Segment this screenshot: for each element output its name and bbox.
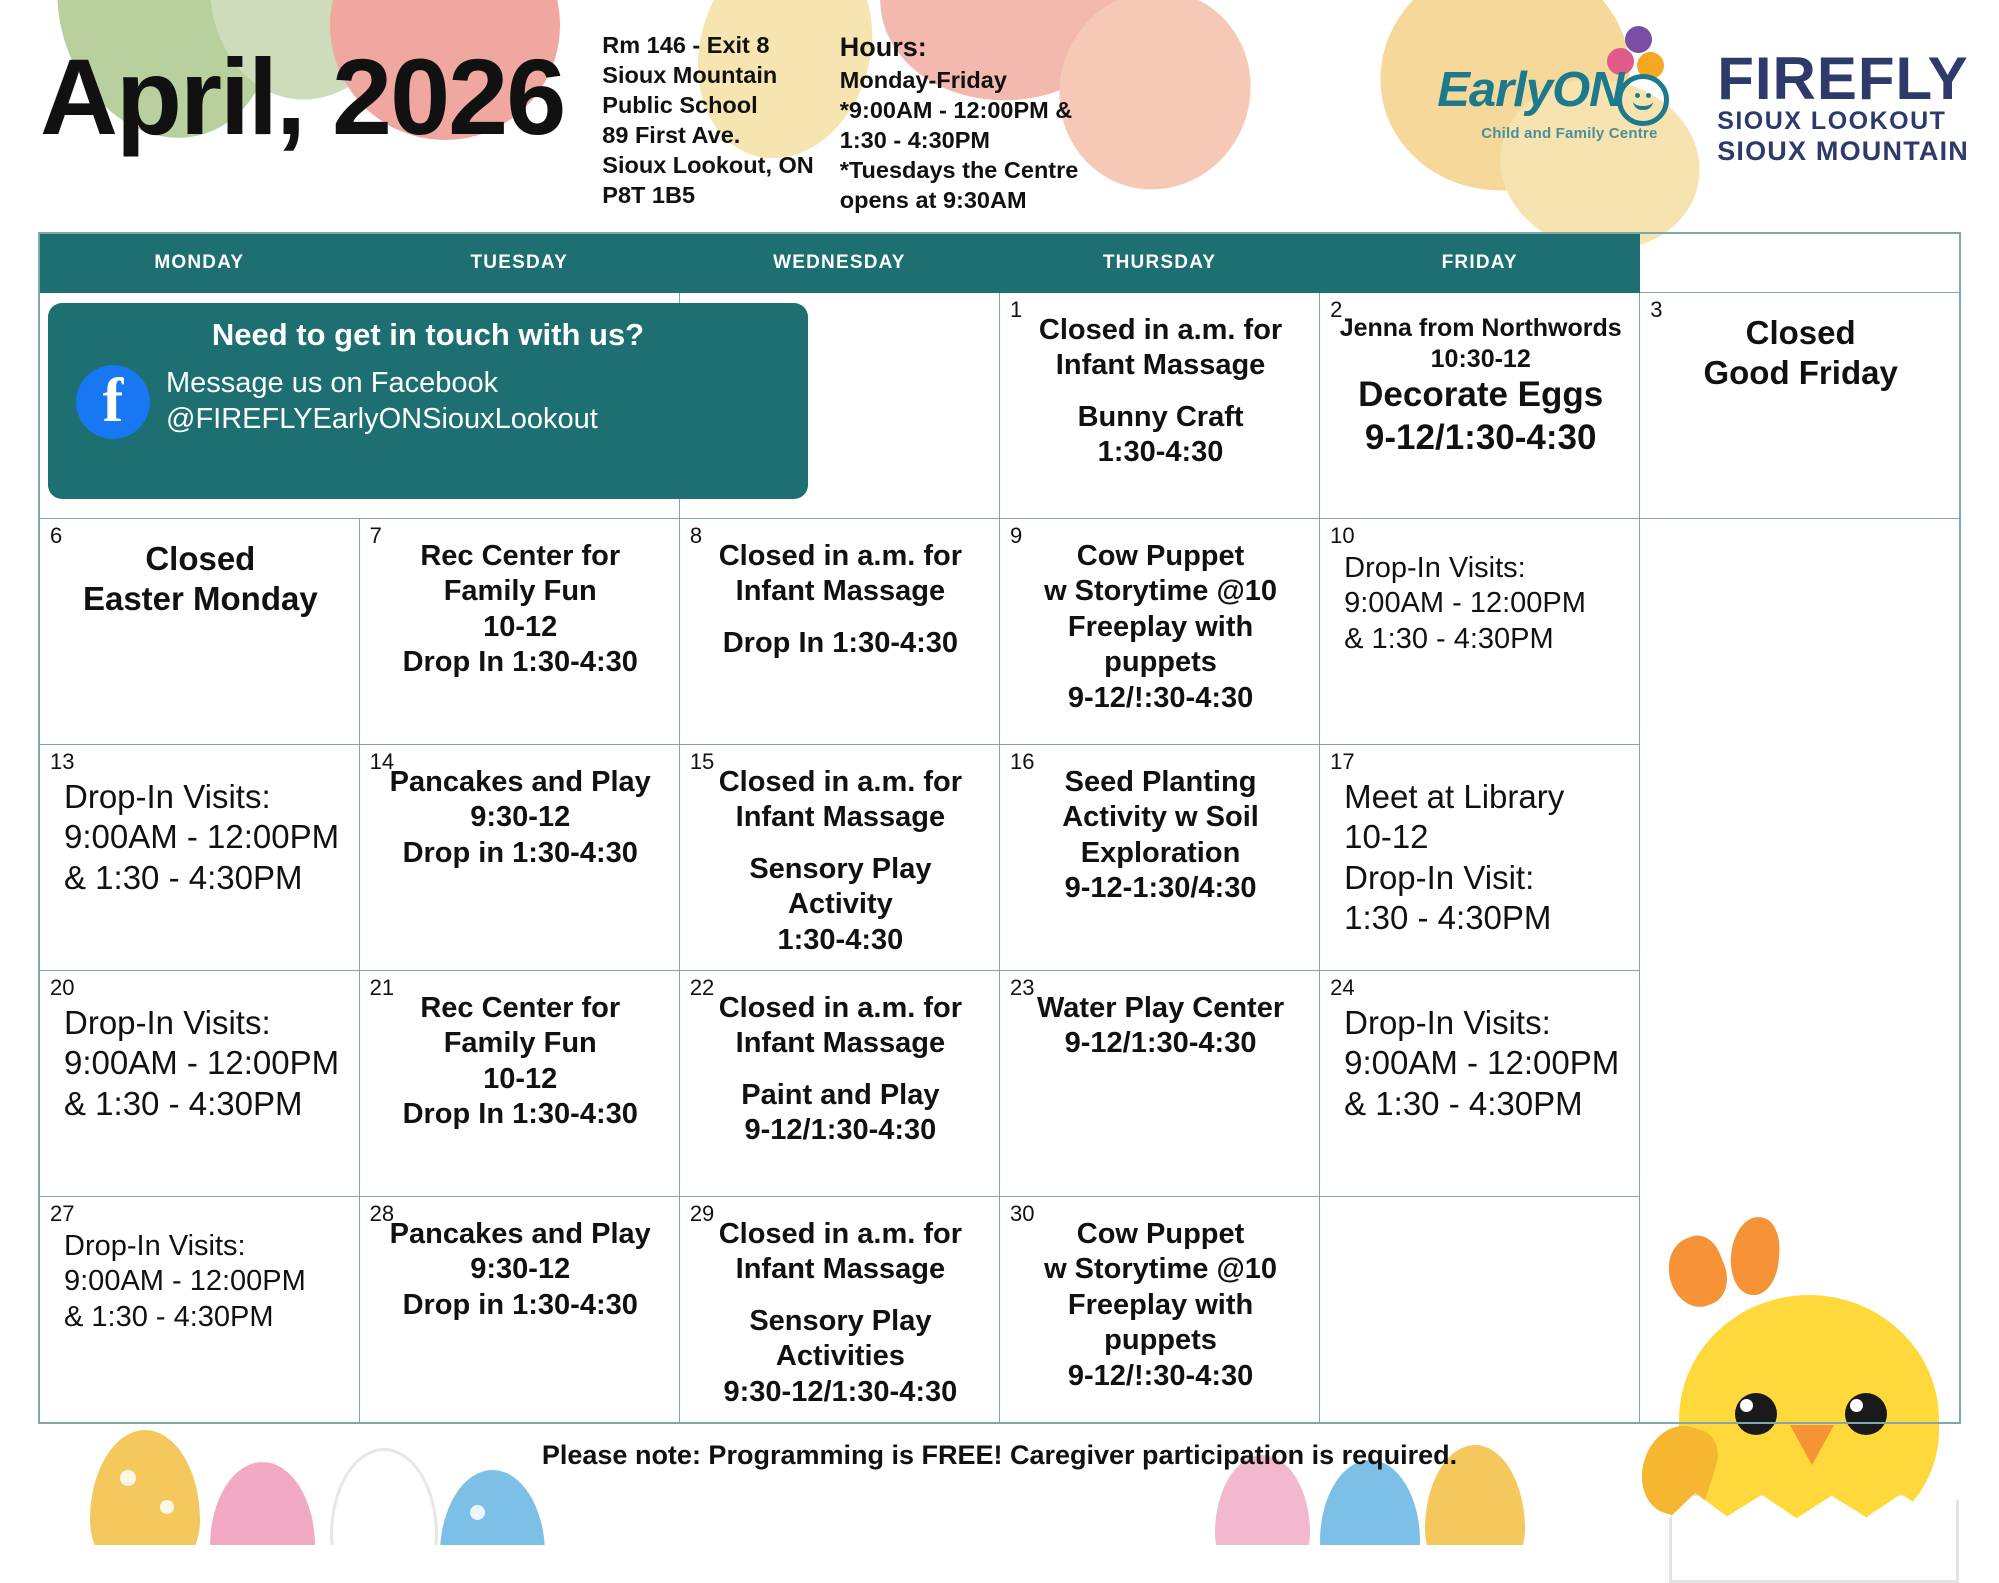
page-title: April, 2026 <box>40 36 565 157</box>
line-spacer <box>694 610 987 626</box>
event-line-emphasis: Decorate Eggs <box>1358 375 1604 414</box>
event-line: 1:30-4:30 <box>1097 436 1224 469</box>
event-line: Infant Massage <box>1055 349 1266 382</box>
calendar-day-cell <box>999 971 1319 1197</box>
day-number: 20 <box>50 975 75 1000</box>
day-number: 1 <box>1009 297 1023 322</box>
address-line: P8T 1B5 <box>602 182 696 209</box>
day-content <box>690 539 991 661</box>
event-line: Drop In 1:30-4:30 <box>402 1098 638 1131</box>
calendar-week-row <box>39 1197 1960 1423</box>
calendar-day-cell <box>679 971 999 1197</box>
calendar-day-cell <box>999 293 1319 519</box>
easter-egg <box>1320 1460 1420 1545</box>
day-number: 10 <box>1330 523 1355 548</box>
day-content <box>50 777 351 898</box>
event-line: 10:30-12 <box>1430 344 1531 373</box>
logo-group <box>1429 8 1969 167</box>
day-content <box>50 539 351 620</box>
calendar-week-row <box>39 971 1960 1197</box>
event-line: 9-12/1:30-4:30 <box>744 1114 937 1147</box>
calendar-day-cell <box>999 1197 1319 1423</box>
event-line: 9:30-12/1:30-4:30 <box>723 1375 958 1408</box>
event-line: 9-12/1:30-4:30 <box>1064 1027 1257 1060</box>
event-line: Closed in a.m. for <box>718 540 963 572</box>
hours-line: *Tuesdays the Centre <box>839 156 1079 183</box>
event-line: Drop-In Visits: <box>1344 1004 1551 1041</box>
event-line: 9:00AM - 12:00PM <box>64 818 340 856</box>
event-line: & 1:30 - 4:30PM <box>64 1084 303 1122</box>
day-number: 28 <box>369 1201 395 1226</box>
address-line: Public School <box>602 92 758 119</box>
calendar-week-row <box>39 745 1960 971</box>
calendar-day-cell <box>39 519 359 745</box>
day-content <box>1010 539 1311 716</box>
day-number: 7 <box>369 523 382 548</box>
address-block <box>602 30 814 210</box>
event-line: 10-12 <box>1344 818 1429 856</box>
day-content <box>1010 991 1311 1062</box>
easter-egg <box>210 1462 315 1545</box>
event-line: 9:00AM - 12:00PM <box>64 1265 306 1298</box>
footer-note: Please note: Programming is FREE! Caregiver participation is required. <box>541 1439 1458 1470</box>
hours-line: 1:30 - 4:30PM <box>839 126 990 153</box>
event-line: Drop in 1:30-4:30 <box>402 836 638 869</box>
event-line: Family Fun <box>443 1027 597 1060</box>
event-line: Bunny Craft <box>1077 400 1244 433</box>
earlyon-name <box>1437 63 1624 117</box>
hours-line: *9:00AM - 12:00PM & <box>839 96 1073 123</box>
event-line: 1:30-4:30 <box>777 923 904 956</box>
day-content <box>370 765 671 871</box>
calendar-day-cell <box>359 745 679 971</box>
day-content <box>1010 765 1311 907</box>
day-content <box>690 991 991 1149</box>
day-content <box>370 539 671 681</box>
day-content <box>1330 777 1631 938</box>
event-line: Activity w Soil <box>1062 801 1259 834</box>
day-number: 13 <box>50 749 75 774</box>
event-line: w Storytime @10 <box>1044 575 1278 608</box>
day-content <box>1330 313 1631 459</box>
day-number: 22 <box>689 975 715 1000</box>
day-content <box>690 1217 991 1410</box>
event-line: & 1:30 - 4:30PM <box>64 1300 274 1333</box>
day-number: 2 <box>1330 297 1343 322</box>
event-line: Sensory Play Activity <box>749 852 932 921</box>
day-content <box>1010 1217 1311 1394</box>
day-number: 27 <box>50 1201 75 1226</box>
event-line: Freeplay with puppets <box>1067 610 1254 679</box>
weekday-header-monday: MONDAY <box>39 233 359 293</box>
event-line: Infant Massage <box>735 1027 946 1060</box>
facebook-promo-cell <box>39 293 679 519</box>
calendar-table <box>38 232 1961 1424</box>
promo-line1: Message us on Facebook <box>166 367 499 399</box>
calendar-day-cell <box>1320 971 1640 1197</box>
smiley-icon <box>1617 74 1669 126</box>
event-line: 1:30 - 4:30PM <box>1344 898 1552 936</box>
hours-block <box>840 30 1079 215</box>
event-line: Rec Center for <box>420 992 621 1024</box>
event-line: Seed Planting <box>1064 766 1257 798</box>
day-number: 6 <box>50 523 63 548</box>
line-spacer <box>694 1288 987 1304</box>
day-content <box>1330 551 1631 657</box>
calendar-day-cell <box>1320 745 1640 971</box>
calendar-body <box>39 293 1960 1423</box>
day-number: 3 <box>1650 297 1663 322</box>
earlyon-subtitle: Child and Family Centre <box>1481 125 1658 142</box>
event-line: 9:00AM - 12:00PM <box>1344 1044 1620 1082</box>
line-spacer <box>1014 384 1307 400</box>
event-line: Closed <box>145 540 256 577</box>
weekday-header-friday: FRIDAY <box>1320 233 1640 293</box>
event-line: Drop In 1:30-4:30 <box>402 646 638 679</box>
event-line: 9-12/!:30-4:30 <box>1067 681 1254 714</box>
event-line: Infant Massage <box>735 801 946 834</box>
day-content <box>1650 313 1951 394</box>
day-content <box>690 765 991 958</box>
event-line: Exploration <box>1080 836 1241 869</box>
event-line: Freeplay with puppets <box>1067 1288 1254 1357</box>
day-content <box>1330 1003 1631 1124</box>
event-line: & 1:30 - 4:30PM <box>1344 622 1554 655</box>
day-content <box>50 1003 351 1124</box>
calendar-day-cell <box>39 971 359 1197</box>
facebook-icon[interactable] <box>76 365 150 439</box>
easter-egg <box>440 1470 545 1545</box>
promo-heading: Need to get in touch with us? <box>211 317 645 352</box>
day-content <box>50 1229 351 1335</box>
event-line: Drop-In Visits: <box>64 778 271 815</box>
calendar-cell-empty <box>1320 1197 1640 1423</box>
event-line: & 1:30 - 4:30PM <box>64 858 303 896</box>
weekday-header-wednesday: WEDNESDAY <box>679 233 999 293</box>
event-line: Paint and Play <box>741 1078 940 1111</box>
firefly-line1: SIOUX LOOKOUT <box>1717 107 1947 135</box>
event-line: Jenna from Northwords <box>1339 314 1622 342</box>
event-line: 9-12-1:30/4:30 <box>1064 872 1257 905</box>
event-line: Closed <box>1745 314 1856 351</box>
event-line: Drop-In Visits: <box>64 1004 271 1041</box>
calendar-week-row <box>39 293 1960 519</box>
facebook-promo-box[interactable] <box>48 303 808 499</box>
event-line: Drop-In Visits: <box>1344 552 1526 584</box>
firefly-logo <box>1717 30 1969 167</box>
calendar-day-cell <box>1320 519 1640 745</box>
calendar-week-row <box>39 519 1960 745</box>
event-line: Pancakes and Play <box>389 1218 651 1250</box>
event-line: 9:30-12 <box>470 801 571 834</box>
event-line: w Storytime @10 <box>1044 1253 1278 1286</box>
event-line: 9:00AM - 12:00PM <box>64 1044 340 1082</box>
address-line: Rm 146 - Exit 8 <box>602 32 770 58</box>
calendar-day-cell <box>39 745 359 971</box>
event-line: 10-12 <box>483 1062 558 1095</box>
day-number: 17 <box>1330 749 1355 774</box>
event-line: Closed in a.m. for <box>718 992 963 1024</box>
event-line: & 1:30 - 4:30PM <box>1344 1084 1583 1122</box>
calendar-day-cell <box>999 519 1319 745</box>
day-number: 14 <box>369 749 395 774</box>
event-line: Closed in a.m. for <box>718 1218 963 1250</box>
event-line: 9-12/!:30-4:30 <box>1067 1359 1254 1392</box>
event-line: Water Play Center <box>1036 992 1285 1024</box>
earlyon-on-text: ON <box>1552 63 1624 117</box>
event-line: Pancakes and Play <box>389 766 651 798</box>
day-content <box>370 991 671 1133</box>
promo-line2: @FIREFLYEarlyONSiouxLookout <box>166 403 598 436</box>
address-line: Sioux Mountain <box>602 62 778 89</box>
day-number: 8 <box>689 523 703 548</box>
address-line: Sioux Lookout, ON <box>602 152 814 179</box>
egg-dot <box>160 1500 174 1514</box>
hours-title: Hours: <box>839 32 927 62</box>
event-line: Easter Monday <box>82 580 318 618</box>
event-line: Infant Massage <box>735 1253 946 1286</box>
line-spacer <box>694 1062 987 1078</box>
event-line: Family Fun <box>443 575 597 608</box>
event-line: Good Friday <box>1703 354 1898 392</box>
day-number: 30 <box>1009 1201 1035 1226</box>
hours-line: Monday-Friday <box>839 66 1007 93</box>
event-line: Infant Massage <box>735 575 946 608</box>
calendar-day-cell <box>999 745 1319 971</box>
calendar-day-cell <box>679 1197 999 1423</box>
event-line: Closed in a.m. for <box>1038 314 1283 346</box>
weekday-header-tuesday: TUESDAY <box>359 233 679 293</box>
calendar-day-cell <box>1640 293 1960 519</box>
egg-dot <box>470 1505 485 1520</box>
event-line: Sensory Play Activities <box>749 1304 932 1373</box>
day-content <box>1010 313 1311 471</box>
day-number: 9 <box>1009 523 1023 548</box>
calendar-header-row <box>39 233 1960 293</box>
weekday-header-thursday: THURSDAY <box>999 233 1319 293</box>
firefly-name: FIREFLY <box>1717 45 1969 112</box>
event-line: Meet at Library <box>1344 778 1565 815</box>
calendar-day-cell <box>679 745 999 971</box>
line-spacer <box>694 836 987 852</box>
event-line: Closed in a.m. for <box>718 766 963 798</box>
event-line: 9:00AM - 12:00PM <box>1344 587 1586 620</box>
day-number: 24 <box>1330 975 1355 1000</box>
calendar-day-cell <box>39 1197 359 1423</box>
calendar-day-cell <box>679 519 999 745</box>
event-line: Drop in 1:30-4:30 <box>402 1288 638 1321</box>
day-content <box>370 1217 671 1323</box>
event-line: 10-12 <box>483 610 558 643</box>
event-line-emphasis: 9-12/1:30-4:30 <box>1364 417 1597 457</box>
day-number: 23 <box>1009 975 1035 1000</box>
page-header <box>0 0 1999 232</box>
address-line: 89 First Ave. <box>602 122 741 149</box>
firefly-line2: SIOUX MOUNTAIN <box>1717 136 1969 166</box>
event-line: Cow Puppet <box>1076 1218 1245 1250</box>
day-number: 16 <box>1009 749 1035 774</box>
promo-text <box>166 361 598 438</box>
earlyon-logo <box>1429 30 1699 160</box>
day-number: 21 <box>369 975 395 1000</box>
event-line: Cow Puppet <box>1076 540 1245 572</box>
hours-line: opens at 9:30AM <box>839 186 1027 213</box>
event-line: 9:30-12 <box>470 1253 571 1286</box>
calendar-day-cell <box>359 971 679 1197</box>
earlyon-name-text: Early <box>1437 63 1553 117</box>
day-number: 15 <box>689 749 715 774</box>
day-number: 29 <box>689 1201 715 1226</box>
calendar-day-cell <box>1320 293 1640 519</box>
egg-dot <box>120 1470 136 1486</box>
event-line: Rec Center for <box>420 540 621 572</box>
event-line: Drop-In Visits: <box>64 1230 246 1262</box>
calendar-day-cell <box>359 519 679 745</box>
event-line: Drop-In Visit: <box>1344 858 1535 896</box>
promo-row <box>66 361 790 439</box>
calendar-day-cell <box>359 1197 679 1423</box>
event-line: Drop In 1:30-4:30 <box>722 626 959 659</box>
